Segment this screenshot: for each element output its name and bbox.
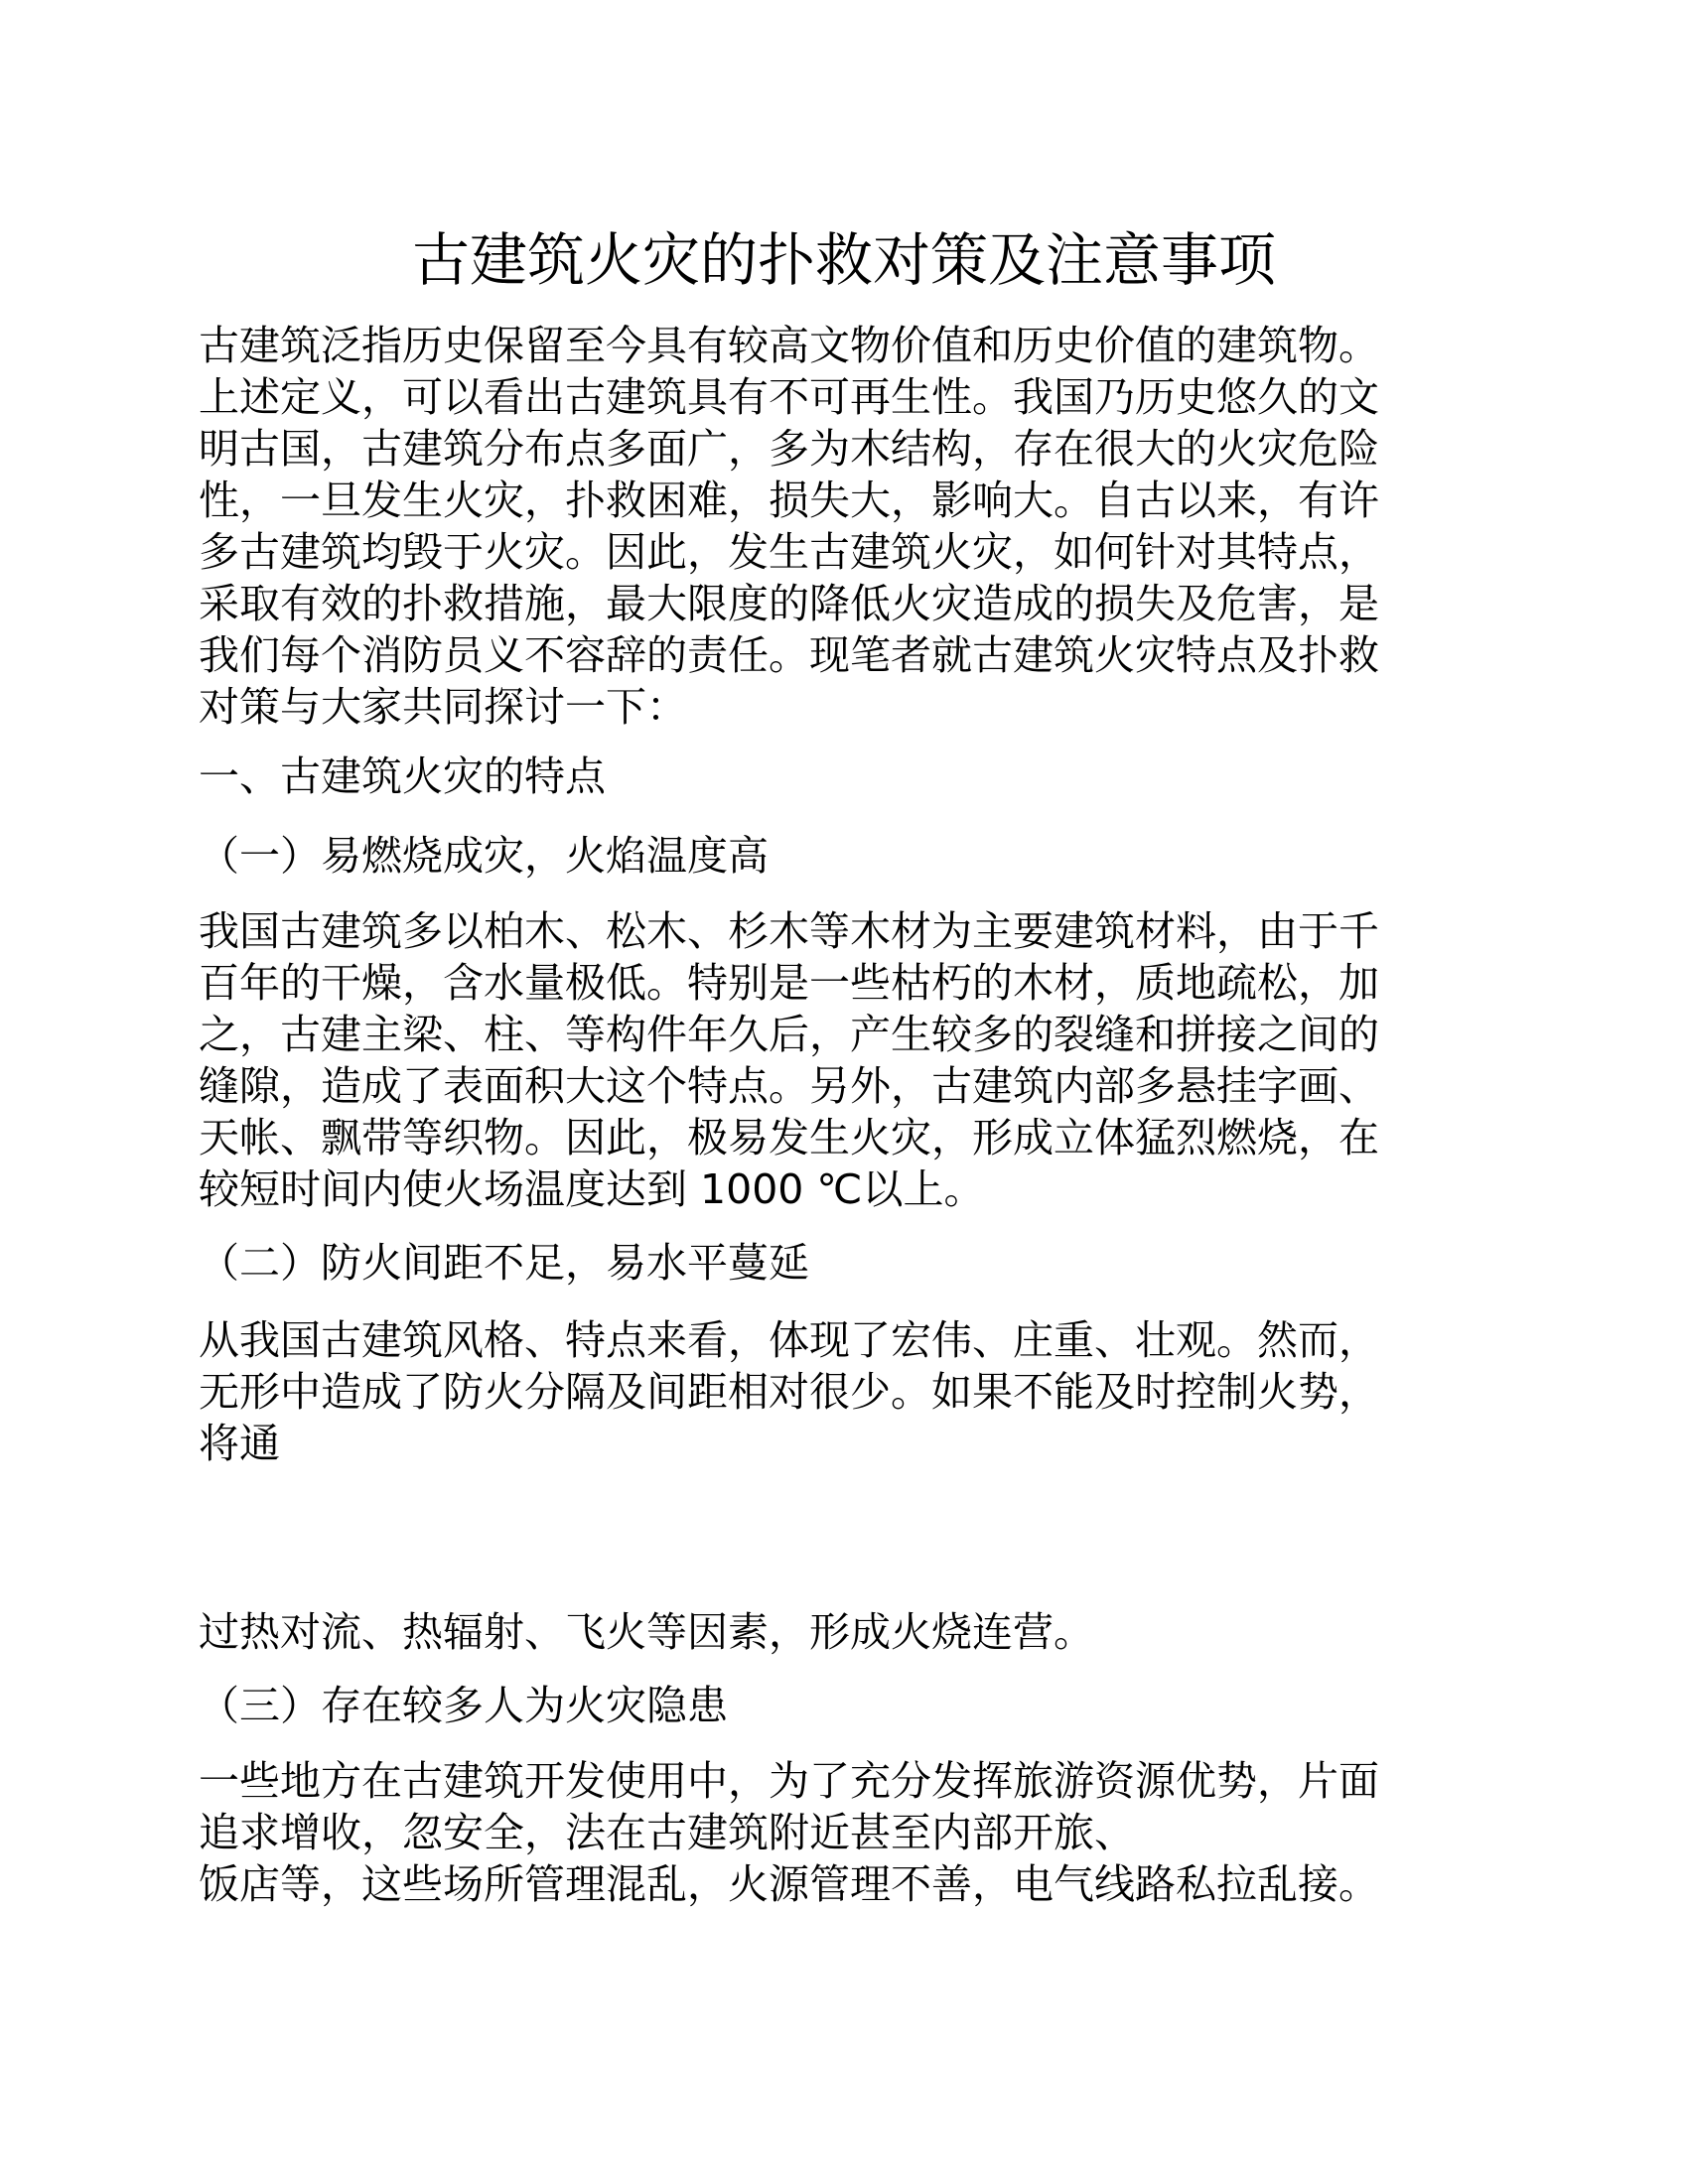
paragraph-line: 无形中造成了防火分隔及间距相对很少。如果不能及时控制火势， [199, 1368, 1379, 1416]
intro-line: 采取有效的扑救措施，最大限度的降低火灾造成的损失及危害，是 [199, 580, 1379, 627]
intro-line: 古建筑泛指历史保留至今具有较高文物价值和历史价值的建筑物。 [199, 322, 1379, 369]
subsection-heading: （二）防火间距不足，易水平蔓延 [199, 1239, 809, 1287]
paragraph-line: 之，古建主梁、柱、等构件年久后，产生较多的裂缝和拼接之间的 [199, 1011, 1379, 1058]
section-heading: 一、古建筑火灾的特点 [199, 752, 606, 800]
intro-line: 上述定义，可以看出古建筑具有不可再生性。我国乃历史悠久的文 [199, 373, 1379, 421]
paragraph-line: 过热对流、热辐射、飞火等因素，形成火烧连营。 [199, 1608, 1094, 1656]
paragraph-line: 缝隙，造成了表面积大这个特点。另外，古建筑内部多悬挂字画、 [199, 1062, 1379, 1110]
intro-line: 我们每个消防员义不容辞的责任。现笔者就古建筑火灾特点及扑救 [199, 631, 1379, 679]
intro-line: 性，一旦发生火灾，扑救困难，损失大，影响大。自古以来，有许 [199, 477, 1379, 524]
paragraph-line: 一些地方在古建筑开发使用中，为了充分发挥旅游资源优势，片面 [199, 1757, 1379, 1805]
subsection-heading: （三）存在较多人为火灾隐患 [199, 1682, 728, 1729]
paragraph-line: 天帐、飘带等织物。因此，极易发生火灾，形成立体猛烈燃烧，在 [199, 1114, 1379, 1161]
subsection-heading: （一）易燃烧成灾，火焰温度高 [199, 832, 769, 880]
intro-line: 多古建筑均毁于火灾。因此，发生古建筑火灾，如何针对其特点， [199, 528, 1379, 576]
document-title: 古建筑火灾的扑救对策及注意事项 [411, 226, 1276, 294]
paragraph-line: 我国古建筑多以柏木、松木、杉木等木材为主要建筑材料，由于千 [199, 907, 1379, 955]
paragraph-line: 较短时间内使火场温度达到 1000 ℃以上。 [199, 1165, 985, 1213]
paragraph-line: 从我国古建筑风格、特点来看，体现了宏伟、庄重、壮观。然而， [199, 1316, 1379, 1364]
intro-line: 对策与大家共同探讨一下： [199, 683, 687, 731]
paragraph-line: 将通 [199, 1420, 280, 1467]
intro-line: 明古国，古建筑分布点多面广，多为木结构，存在很大的火灾危险 [199, 425, 1379, 473]
paragraph-line: 饭店等，这些场所管理混乱，火源管理不善，电气线路私拉乱接。 [199, 1860, 1379, 1908]
paragraph-line: 追求增收，忽安全，法在古建筑附近甚至内部开旅、 [199, 1809, 1135, 1856]
paragraph-line: 百年的干燥，含水量极低。特别是一些枯朽的木材，质地疏松，加 [199, 959, 1379, 1007]
